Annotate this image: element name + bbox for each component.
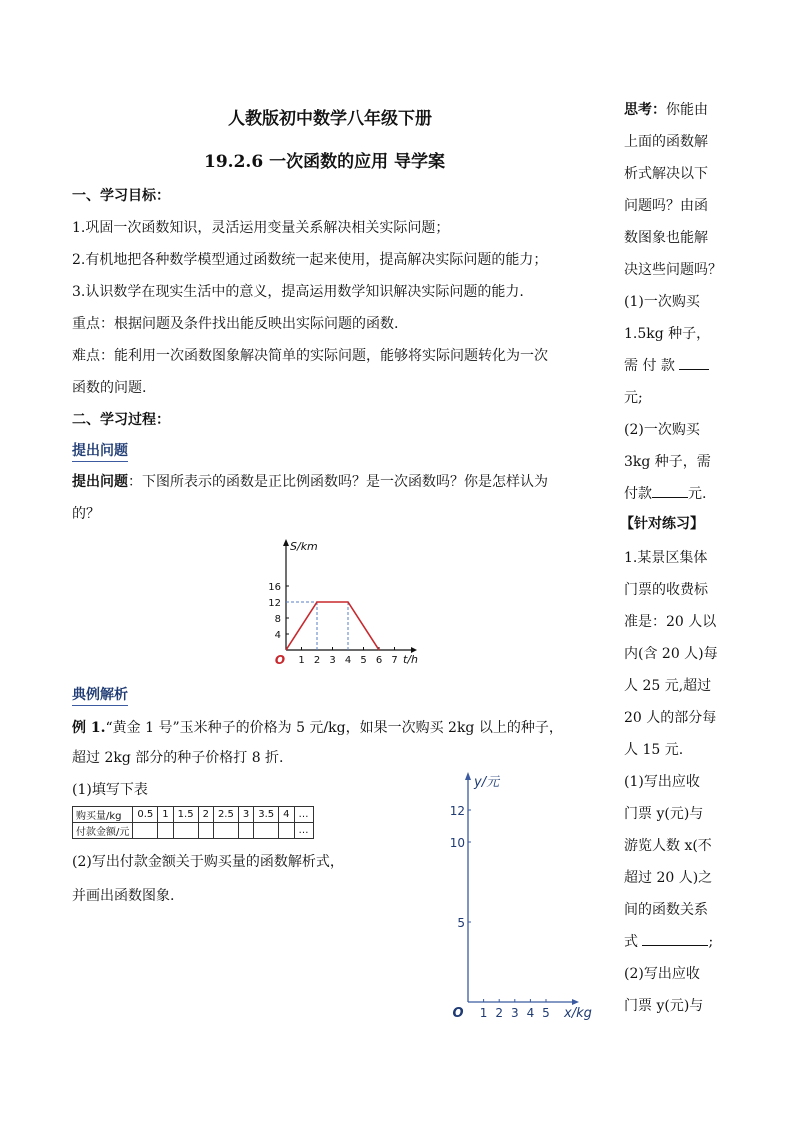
sidebar-line: 门票的收费标	[624, 582, 708, 598]
table-cell: 1	[158, 807, 173, 823]
answer-blank[interactable]	[652, 497, 688, 498]
sidebar-line: 元;	[624, 390, 643, 406]
sidebar-line: 1.5kg 种子，	[624, 326, 711, 342]
table-cell	[254, 823, 279, 839]
sidebar-line: (1)写出应收	[624, 774, 700, 790]
table-cell	[238, 823, 253, 839]
table-cell	[213, 823, 238, 839]
table-cell	[279, 823, 294, 839]
sidebar-line: (2)一次购买	[624, 422, 700, 438]
question-2-line-2: 并画出函数图象.	[72, 888, 175, 904]
sidebar-line: 门票 y(元)与	[624, 806, 704, 822]
example-text-2: 超过 2kg 部分的种子价格打 8 折.	[72, 750, 284, 766]
x-axis-label: t/h	[403, 653, 418, 666]
table-row	[73, 807, 314, 823]
raise-question-label: 提出问题	[72, 474, 128, 490]
x-tick-label: 2	[495, 1006, 504, 1020]
table-row	[73, 823, 314, 839]
y-axis-arrow-icon	[283, 539, 289, 546]
sidebar-line: 人 15 元.	[624, 742, 684, 758]
sidebar-line: 游览人数 x(不	[624, 838, 712, 854]
sidebar-line: (1)一次购买	[624, 294, 700, 310]
example-paragraph	[72, 718, 563, 738]
table-header-cell: 付款金额/元	[73, 823, 133, 839]
sidebar-line: 超过 20 人)之	[624, 870, 713, 886]
distance-time-chart	[266, 534, 426, 670]
x-axis-label: x/kg	[564, 1006, 592, 1021]
sidebar-line: 付款	[624, 486, 652, 502]
sidebar-line: 决这些问题吗？	[624, 262, 722, 278]
raise-question-text-2: 的？	[72, 506, 100, 522]
sidebar-line: 1.某景区集体	[624, 550, 708, 566]
sidebar-line: 数图象也能解	[624, 230, 708, 246]
x-tick-label: 5	[542, 1006, 550, 1020]
sidebar-line: 析式解决以下	[624, 166, 708, 182]
goals-heading: 一、学习目标：	[72, 188, 170, 204]
table-cell: 1.5	[173, 807, 198, 823]
sidebar-think	[624, 100, 708, 120]
page-subtitle: 19.2.6 一次函数的应用 导学案	[204, 152, 445, 172]
table-cell: 4	[279, 807, 294, 823]
table-cell: 0.5	[133, 807, 158, 823]
x-tick-label: 1	[479, 1006, 488, 1020]
y-axis-label: S/km	[290, 540, 318, 553]
table-header-cell: 购买量/kg	[73, 807, 133, 823]
table-cell: …	[294, 823, 313, 839]
x-tick-label: 4	[344, 655, 352, 666]
fill-table	[72, 806, 314, 839]
page-title: 人教版初中数学八年级下册	[228, 109, 432, 129]
table-cell: 2.5	[213, 807, 238, 823]
origin-label: O	[452, 1006, 464, 1021]
sidebar-line: 3kg 种子，需	[624, 454, 711, 470]
process-heading: 二、学习过程：	[72, 412, 170, 428]
goal-2: 2.有机地把各种数学模型通过函数统一起来使用，提高解决实际问题的能力；	[72, 252, 548, 268]
question-2-line-1: (2)写出付款金额关于购买量的函数解析式，	[72, 854, 344, 870]
sidebar-line: 门票 y(元)与	[624, 998, 704, 1014]
sidebar-line: 需 付 款	[624, 358, 675, 374]
practice-heading: 【针对练习】	[620, 516, 704, 532]
table-cell: …	[294, 807, 313, 823]
goal-1: 1.巩固一次函数知识，灵活运用变量关系解决相关实际问题；	[72, 220, 450, 236]
x-axis-arrow-icon	[572, 999, 579, 1005]
sidebar-line-blank	[624, 484, 706, 504]
sidebar-line: 上面的函数解	[624, 134, 708, 150]
x-tick-label: 2	[313, 655, 321, 666]
example-tag: 典例解析	[72, 684, 128, 706]
origin-label: O	[274, 653, 286, 667]
difficulty-line-1: 难点：能利用一次函数图象解决简单的实际问题，能够将实际问题转化为一次	[72, 348, 548, 364]
x-tick-label: 1	[298, 655, 305, 666]
answer-blank[interactable]	[642, 945, 708, 946]
goal-3: 3.认识数学在现实生活中的意义，提高运用数学知识解决实际问题的能力.	[72, 284, 524, 300]
y-tick-label: 12	[449, 804, 465, 818]
sidebar-line: 你能由	[666, 102, 708, 118]
table-cell	[133, 823, 158, 839]
y-tick-label: 10	[449, 836, 465, 850]
raise-question-text: ：下图所表示的函数是正比例函数吗？是一次函数吗？你是怎样认为	[128, 474, 548, 490]
series-line	[286, 602, 379, 650]
y-tick-label: 5	[457, 916, 465, 930]
y-axis-arrow-icon	[465, 772, 471, 780]
table-cell: 3	[238, 807, 253, 823]
question-1: (1)填写下表	[72, 782, 148, 798]
sidebar-line-blank	[624, 356, 709, 376]
raise-question-tag: 提出问题	[72, 440, 128, 462]
sidebar-suffix: 元.	[688, 486, 707, 502]
difficulty-line-2: 函数的问题.	[72, 380, 147, 396]
x-tick-label: 6	[375, 655, 383, 666]
sidebar-line: 人 25 元,超过	[624, 678, 712, 694]
table-cell	[173, 823, 198, 839]
sidebar-line: 间的函数关系	[624, 902, 708, 918]
table-cell: 3.5	[254, 807, 279, 823]
y-tick-label: 8	[274, 614, 281, 625]
x-tick-label: 3	[329, 655, 336, 666]
key-point: 重点：根据问题及条件找出能反映出实际问题的函数.	[72, 316, 399, 332]
y-tick-label: 4	[274, 630, 281, 641]
think-label: 思考：	[624, 102, 666, 118]
sidebar-line: 问题吗？由函	[624, 198, 708, 214]
y-tick-label: 16	[268, 582, 281, 593]
y-tick-label: 12	[268, 598, 281, 609]
x-tick-label: 4	[526, 1006, 535, 1020]
sidebar-line: 内(含 20 人)每	[624, 646, 718, 662]
x-tick-label: 7	[391, 655, 398, 666]
table-cell	[198, 823, 213, 839]
x-tick-label: 5	[360, 655, 367, 666]
raise-question-paragraph	[72, 472, 548, 492]
sidebar-line: 20 人的部分每	[624, 710, 717, 726]
table-cell: 2	[198, 807, 213, 823]
sidebar-line: (2)写出应收	[624, 966, 700, 982]
sidebar-line-blank: 式 ;	[624, 934, 714, 950]
y-axis-label: y/元	[474, 775, 500, 790]
answer-blank[interactable]	[679, 369, 709, 370]
x-tick-label: 3	[510, 1006, 519, 1020]
sidebar-line: 式	[624, 934, 638, 950]
sidebar-line: 准是：20 人以	[624, 614, 717, 630]
example-text: “黄金 1 号”玉米种子的价格为 5 元/kg，如果一次购买 2kg 以上的种子，	[105, 720, 563, 736]
table-cell	[158, 823, 173, 839]
example-label: 例 1.	[72, 720, 106, 736]
price-quantity-chart	[440, 766, 610, 1028]
